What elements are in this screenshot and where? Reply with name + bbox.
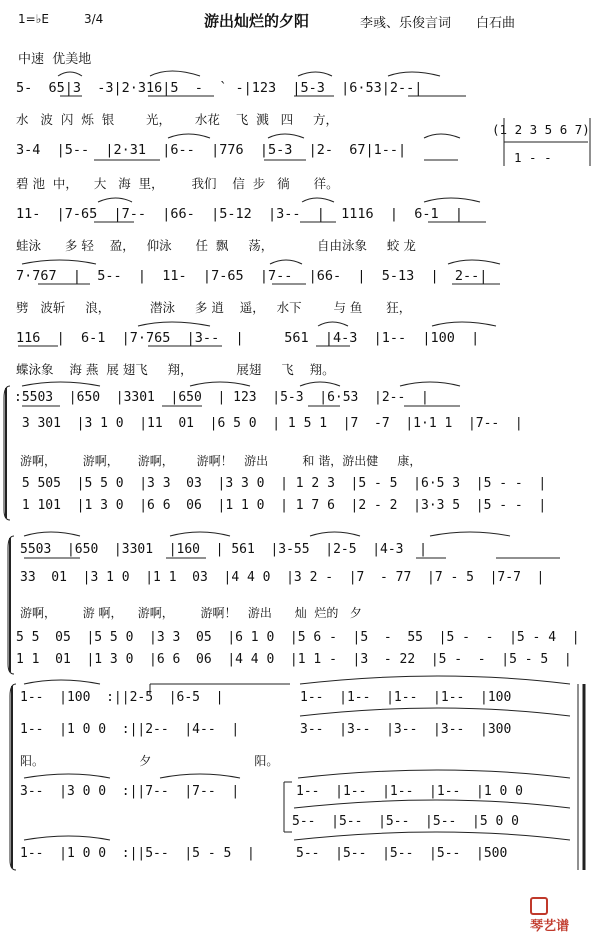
verse-line-4-notes: 7·767 | 5-- | 11- |7-65 |7-- |66- | 5-13 | 2--| (16, 268, 488, 284)
key-signature: 1=♭E (18, 12, 49, 26)
qinyipu-logo-icon (530, 897, 548, 915)
ending-staff-1: 1-- |100 :||2-5 |6-5 | (20, 690, 224, 705)
chorus2-staff-2: 33 01 |3 1 0 |1 1 03 |4 4 0 |3 2 - |7 - 77 |7 - 5 |7-7 | (20, 570, 545, 585)
ending-staff-2b: 3-- |3-- |3-- |3-- |300 (300, 722, 512, 737)
ending-staff-4: 1-- |1 0 0 :||5-- |5 - 5 | (20, 846, 255, 861)
ending-staff-3: 3-- |3 0 0 :||7-- |7-- | (20, 784, 240, 799)
lyricists: 李彧、乐俊言词 (360, 16, 452, 31)
ending-staff-2: 1-- |1 0 0 :||2-- |4-- | (20, 722, 240, 737)
ending-staff-1b: 1-- |1-- |1-- |1-- |100 (300, 690, 512, 705)
chorus2-staff-3: 5 5 05 |5 5 0 |3 3 05 |6 1 0 |5 6 - |5 - 55 |5 - - |5 - 4 | (16, 630, 580, 645)
ending-lyrics: 阳。 夕 阳。 (20, 754, 279, 768)
chorus2-lyrics: 游啊， 游 啊， 游啊， 游啊！ 游出 灿 烂的 夕 (20, 606, 362, 620)
time-signature: 3/4 (84, 12, 104, 26)
verse-line-1-notes: 5- 65|3 -3|2·316|5 - ` -|123 |5-3 |6·53|2--| (16, 80, 423, 96)
intro-bracket-end: 1 - - (514, 150, 552, 165)
chorus1-staff-3: 5 505 |5 5 0 |3 3 03 |3 3 0 | 1 2 3 |5 - 5 |6·5 3 |5 - - | (14, 476, 547, 491)
verse-line-4-lyrics: 劈 波斩 浪， 潜泳 多 逍 遥， 水下 与 鱼 狂， (16, 300, 412, 315)
chorus1-staff-2: 3 301 |3 1 0 |11 01 |6 5 0 | 1 5 1 |7 -7 |1·1 1 |7-- | (14, 416, 523, 431)
ending-staff-3c: 5-- |5-- |5-- |5-- |5 0 0 (292, 814, 519, 829)
ending-staff-4b: 5-- |5-- |5-- |5-- |500 (296, 846, 508, 861)
verse-line-5-lyrics: 蝶泳象 海 燕 展 翅飞 翔， 展翅 飞 翔。 (16, 362, 335, 377)
chorus1-lyrics: 游啊， 游啊， 游啊， 游啊！ 游出 和 谐，游出健 康， (20, 454, 422, 468)
intro-bracket: (1 2 3 5 6 7) (492, 122, 590, 137)
chorus1-staff-4: 1 101 |1 3 0 |6 6 06 |1 1 0 | 1 7 6 |2 - 2 |3·3 5 |5 - - | (14, 498, 547, 513)
verse-line-5-notes: 116 | 6-1 |7·765 |3-- | 561 |4-3 |1-- |100 | (16, 330, 480, 346)
ending-staff-3b: 1-- |1-- |1-- |1-- |1 0 0 (296, 784, 523, 799)
verse-line-3-notes: 11- |7-65 |7-- |66- |5-12 |3-- | 1116 | 6-1 | (16, 206, 464, 222)
verse-line-2-notes: 3-4 |5-- |2·31 |6-- |776 |5-3 |2- 67|1--| (16, 142, 407, 158)
chorus2-staff-1: 5503 |650 |3301 |160 | 561 |3-55 |2-5 |4-3 | (20, 542, 427, 557)
composer: 白石曲 (476, 16, 516, 31)
song-title: 游出灿烂的夕阳 (204, 12, 310, 30)
chorus2-staff-4: 1 1 01 |1 3 0 |6 6 06 |4 4 0 |1 1 - |3 - 22 |5 - - |5 - 5 | (16, 652, 572, 667)
tempo-marking: 中速 优美地 (18, 52, 92, 67)
verse-line-3-lyrics: 蛙泳 多 轻 盈， 仰泳 任 飘 荡， 自由泳象 蛟 龙 (16, 238, 416, 253)
watermark-text: 琴艺谱 (530, 918, 570, 934)
chorus1-staff-1: :5503 |650 |3301 |650 | 123 |5-3 |6·53 |2-- | (14, 390, 429, 405)
verse-line-1-lyrics: 水 波 闪 烁 银 光， 水花 飞 溅 四 方， (16, 112, 339, 127)
verse-line-2-lyrics: 碧 池 中， 大 海 里， 我们 信 步 徜 徉。 (16, 176, 339, 191)
watermark-logo (520, 876, 569, 934)
